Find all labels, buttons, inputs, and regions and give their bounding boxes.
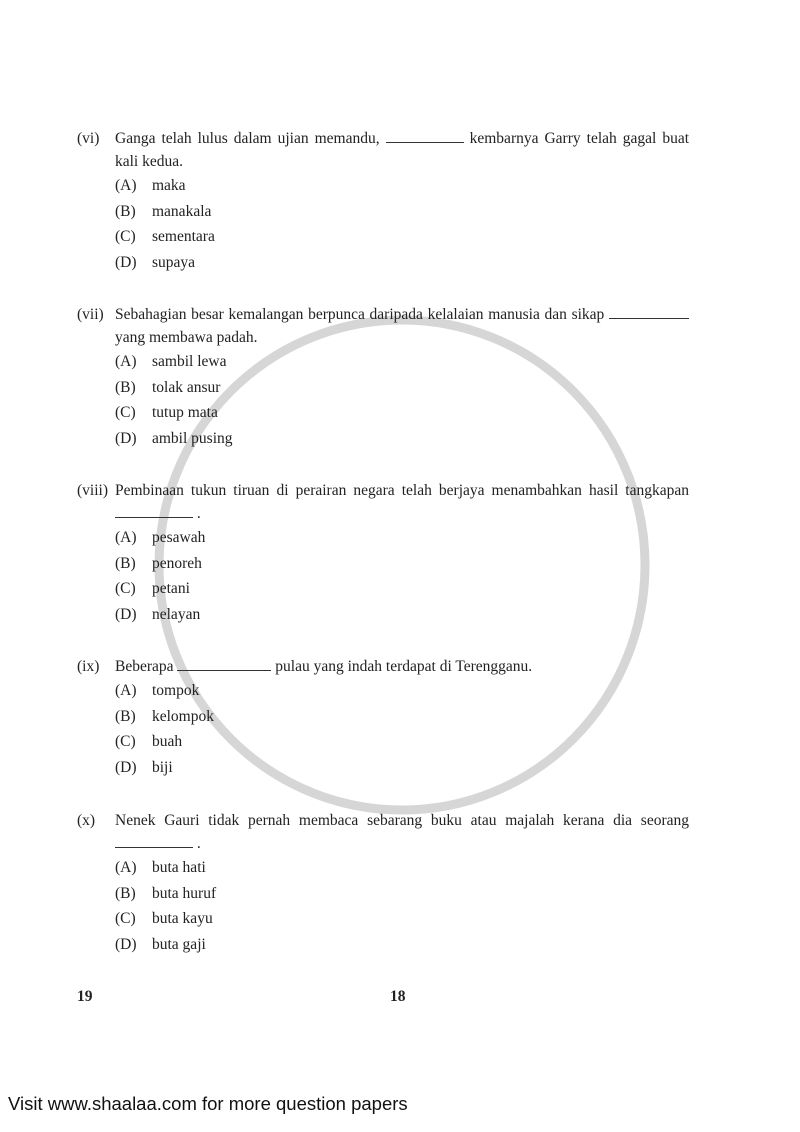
answer-blank — [177, 658, 271, 671]
option — [115, 426, 689, 452]
option-label: (D) — [115, 253, 137, 271]
question-text — [115, 809, 689, 855]
question — [77, 479, 689, 627]
option-text: sementara — [152, 228, 215, 245]
question-text-after: . — [196, 505, 201, 522]
option-label: (A) — [115, 529, 137, 546]
option-label: (D) — [115, 758, 137, 776]
option-label: (C) — [115, 733, 136, 750]
option — [115, 199, 689, 225]
option — [115, 551, 689, 577]
question-number: (viii) — [77, 482, 108, 499]
option-label: (B) — [115, 378, 136, 396]
question-text-before: Sebahagian besar kemalangan berpunca daripada kelalaian manusia dan sikap — [115, 306, 605, 323]
option — [115, 349, 689, 375]
option — [115, 525, 689, 551]
option-text: kelompok — [152, 707, 214, 725]
question-text-before: Ganga telah lulus dalam ujian memandu, — [115, 130, 380, 147]
option — [115, 576, 689, 602]
option-text: tutup mata — [152, 404, 218, 421]
question-text-after: pulau yang indah terdapat di Terengganu. — [275, 658, 533, 675]
page-number: 18 — [390, 988, 406, 1005]
page-left-number: 19 — [77, 988, 93, 1005]
option-text: buta gaji — [152, 935, 206, 953]
option-text: sambil lewa — [152, 353, 227, 370]
question-text — [115, 127, 689, 173]
question-text-after: . — [196, 835, 201, 852]
option-label: (B) — [115, 554, 136, 572]
option — [115, 729, 689, 755]
option-label: (B) — [115, 707, 136, 725]
answer-blank — [386, 130, 464, 143]
question-text-before: Pembinaan tukun tiruan di perairan negara telah berjaya menambahkan hasil tangkapan — [115, 482, 689, 499]
option-label: (D) — [115, 935, 137, 953]
option-text: manakala — [152, 202, 212, 220]
question-number: (vi) — [77, 130, 100, 147]
question-text-before: Nenek Gauri tidak pernah membaca sebarang buku atau majalah kerana dia seorang — [115, 812, 689, 829]
option-label: (C) — [115, 404, 136, 421]
option-label: (B) — [115, 202, 136, 220]
footer-link-text[interactable]: Visit www.shaalaa.com for more question papers — [8, 1093, 408, 1114]
option-text: pesawah — [152, 529, 206, 546]
option-label: (B) — [115, 884, 136, 902]
question-text — [115, 479, 689, 525]
question-text-before: Beberapa — [115, 658, 174, 675]
option-text: buta huruf — [152, 884, 217, 902]
option-text: supaya — [152, 253, 196, 271]
option — [115, 224, 689, 250]
option-label: (A) — [115, 859, 137, 876]
option-label: (A) — [115, 177, 137, 194]
option-text: penoreh — [152, 554, 202, 572]
question-text — [115, 303, 689, 349]
question — [77, 127, 689, 275]
option-label: (A) — [115, 353, 137, 370]
question — [77, 655, 689, 780]
option-label: (D) — [115, 605, 137, 623]
option — [115, 932, 689, 958]
answer-blank — [115, 835, 193, 848]
option — [115, 375, 689, 401]
question-text — [115, 655, 689, 678]
option — [115, 400, 689, 426]
question — [77, 303, 689, 451]
option — [115, 906, 689, 932]
option-text: buta kayu — [152, 910, 213, 927]
option-label: (C) — [115, 580, 136, 597]
option-label: (C) — [115, 910, 136, 927]
option — [115, 755, 689, 781]
option-text: petani — [152, 580, 190, 597]
option — [115, 250, 689, 276]
option-text: tompok — [152, 682, 200, 699]
option-label: (C) — [115, 228, 136, 245]
question-text-after: yang membawa padah. — [115, 329, 258, 346]
option — [115, 704, 689, 730]
answer-blank — [609, 306, 689, 319]
question-number: (x) — [77, 812, 96, 829]
option-label: (D) — [115, 429, 137, 447]
option-text: biji — [152, 758, 173, 776]
option-text: maka — [152, 177, 186, 194]
option-text: buta hati — [152, 859, 206, 876]
question-number: (ix) — [77, 658, 100, 675]
question-number: (vii) — [77, 306, 104, 323]
option-text: nelayan — [152, 605, 201, 623]
option-text: buah — [152, 733, 183, 750]
option-text: ambil pusing — [152, 429, 233, 447]
option-text: tolak ansur — [152, 378, 221, 396]
option — [115, 855, 689, 881]
option — [115, 602, 689, 628]
answer-blank — [115, 505, 193, 518]
option — [115, 678, 689, 704]
option — [115, 173, 689, 199]
option — [115, 881, 689, 907]
question-text-after: kembarnya Garry telah gagal buat kali kedua. — [115, 130, 690, 170]
option-label: (A) — [115, 682, 137, 699]
question — [77, 809, 689, 957]
